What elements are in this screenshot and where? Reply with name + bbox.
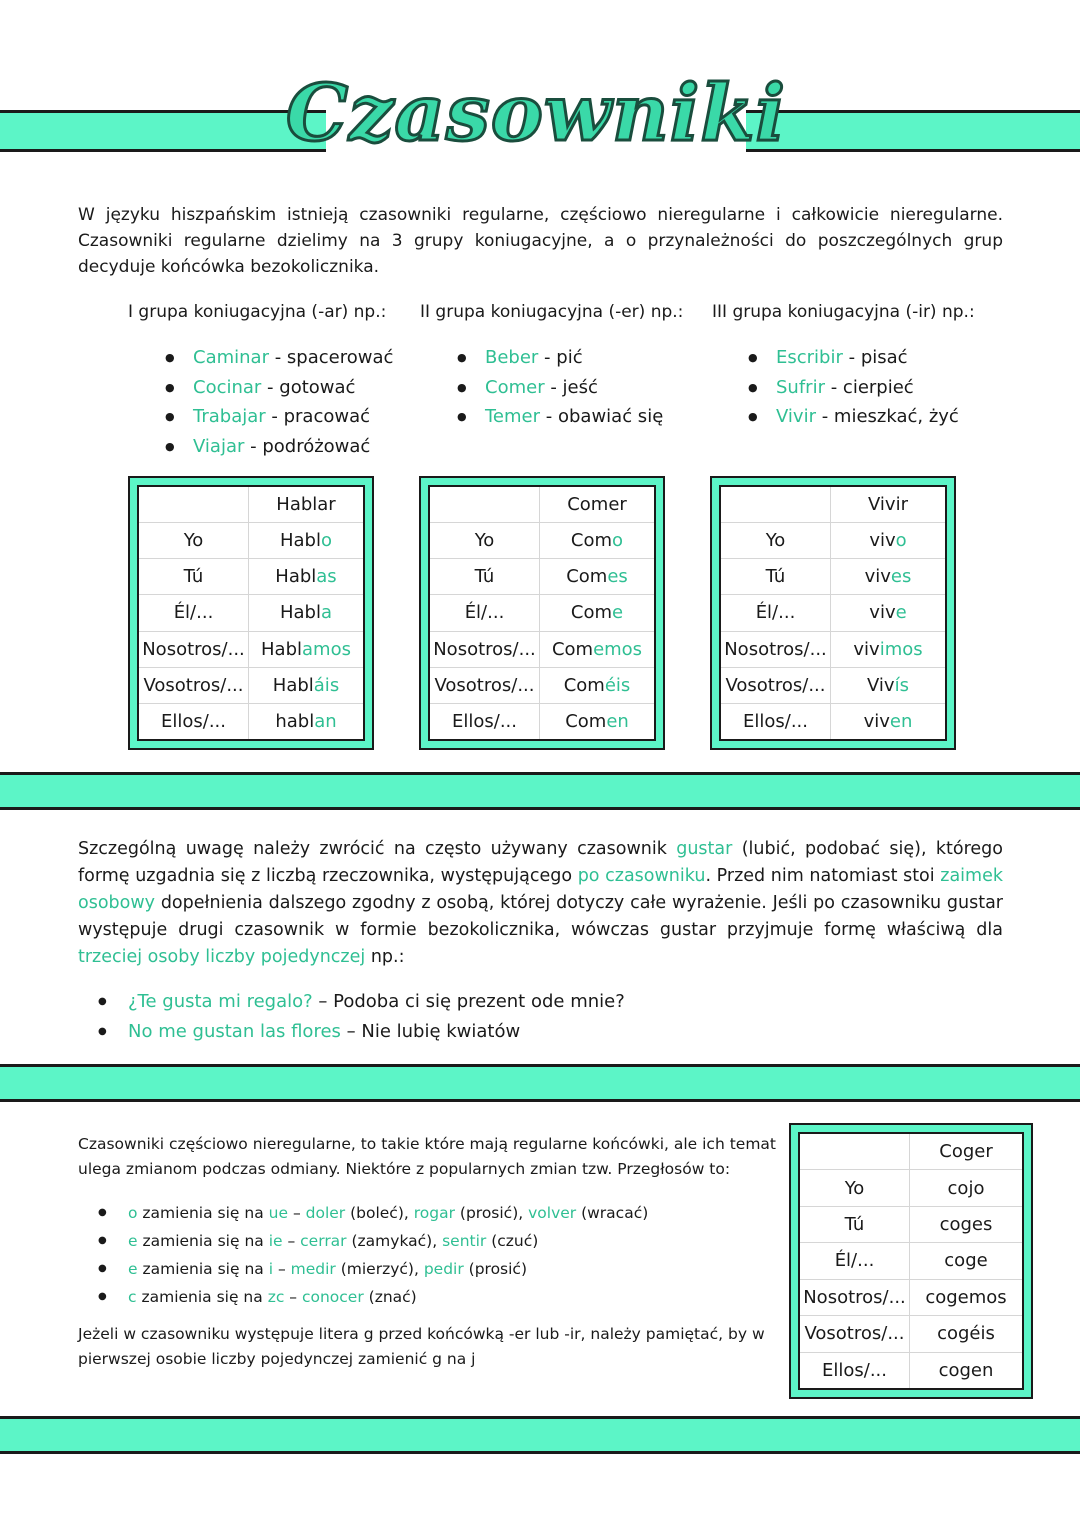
table-row: Él/... Habl a [139, 595, 363, 631]
list-item: ● Escribir - pisać [748, 343, 959, 373]
section-divider [0, 1416, 1080, 1454]
table-row: Tú Habl as [139, 559, 363, 595]
gustar-paragraph: Szczególną uwagę należy zwrócić na często używany czasownik gustar (lubić, podobać się), którego formę uzgadnia się z liczbą rzeczownika, występującego po czasowniku. Przed nim natomiast stoi zaimek osobowy dopełnienia dalszego zgodny z osobą, której dotyczy całe wyrażenie. Jeśli po czasowniku gustar występuje drugi czasownik w formie bezokolicznika, wówczas gustar przyjmuje formę właściwą dla trzeciej osoby liczby pojedynczej np.: [78, 839, 1003, 967]
list-item: ● Comer - jeść [457, 373, 663, 403]
page-title: Czasowniki [326, 58, 746, 168]
list-item: ● e zamienia się na i – medir (mierzyć), pedir (prosić) [78, 1255, 648, 1283]
title-banner [0, 58, 1080, 168]
list-item: ● Sufrir - cierpieć [748, 373, 959, 403]
gustar-examples [78, 987, 625, 1047]
section-divider [0, 772, 1080, 810]
table-row: Yo viv o [721, 523, 945, 559]
group-3-verb-list [748, 343, 959, 432]
table-row: Nosotros/... Com emos [430, 632, 654, 668]
list-item: ● o zamienia się na ue – doler (boleć), rogar (prosić), volver (wracać) [78, 1199, 648, 1227]
table-row: Vosotros/... cogéis [800, 1316, 1022, 1352]
table-row: Yo Habl o [139, 523, 363, 559]
table-row: Él/... Com e [430, 595, 654, 631]
table-row: Ellos/... cogen [800, 1353, 1022, 1388]
list-item: ● c zamienia się na zc – conocer (znać) [78, 1283, 648, 1311]
stem-change-list [78, 1199, 648, 1311]
group-1-verb-list [165, 343, 393, 461]
list-item: ● Viajar - podróżować [165, 432, 393, 462]
table-row: Nosotros/... cogemos [800, 1280, 1022, 1316]
table-row: Comer [430, 487, 654, 523]
table-row: Vosotros/... Com éis [430, 668, 654, 704]
g-to-j-note: Jeżeli w czasowniku występuje litera g przed końcówką -er lub -ir, należy pamiętać, by w pierwszej osobie liczby pojedynczej zamienić g na j [78, 1325, 765, 1368]
partial-intro: Czasowniki częściowo nieregularne, to takie które mają regularne końcówki, ale ich temat ulega zmianom podczas odmiany. Niektóre z popularnych zmian tzw. Przegłosów to: [78, 1135, 776, 1178]
table-row: Tú viv es [721, 559, 945, 595]
list-item: ● Trabajar - pracować [165, 402, 393, 432]
table-row: Tú Com es [430, 559, 654, 595]
table-row: Vosotros/... Viv ís [721, 668, 945, 704]
table-row: Él/... viv e [721, 595, 945, 631]
table-row: Nosotros/... Habl amos [139, 632, 363, 668]
list-item: ● Vivir - mieszkać, żyć [748, 402, 959, 432]
table-row: Ellos/... habl an [139, 704, 363, 739]
table-row: Vosotros/... Habl áis [139, 668, 363, 704]
group-2-heading: II grupa koniugacyjna (-er) np.: [420, 302, 684, 322]
table-row: Ellos/... viv en [721, 704, 945, 739]
table-row: Tú coges [800, 1207, 1022, 1243]
table-row: Yo Com o [430, 523, 654, 559]
coger-table [789, 1123, 1033, 1399]
group-2-verb-list [457, 343, 663, 432]
table-row: Nosotros/... viv imos [721, 632, 945, 668]
table-row: Hablar [139, 487, 363, 523]
vivir-table [710, 476, 956, 750]
table-row: Yo cojo [800, 1170, 1022, 1206]
list-item: ● Cocinar - gotować [165, 373, 393, 403]
table-row: Ellos/... Com en [430, 704, 654, 739]
list-item: ● e zamienia się na ie – cerrar (zamykać), sentir (czuć) [78, 1227, 648, 1255]
group-1-heading: I grupa koniugacyjna (-ar) np.: [128, 302, 387, 322]
list-item: ● No me gustan las flores – Nie lubię kwiatów [78, 1017, 625, 1047]
section-divider [0, 1064, 1080, 1102]
list-item: ● Temer - obawiać się [457, 402, 663, 432]
list-item: ● ¿Te gusta mi regalo? – Podoba ci się prezent ode mnie? [78, 987, 625, 1017]
table-row: Vivir [721, 487, 945, 523]
group-3-heading: III grupa koniugacyjna (-ir) np.: [712, 302, 975, 322]
comer-table [419, 476, 665, 750]
table-row: Él/... coge [800, 1243, 1022, 1279]
list-item: ● Beber - pić [457, 343, 663, 373]
intro-paragraph: W języku hiszpańskim istnieją czasowniki regularne, częściowo nieregularne i całkowicie nieregularne. Czasowniki regularne dzielimy na 3 grupy koniugacyjne, a o przynależności do poszczególnych grup decyduje końcówka bezokolicznika. [78, 205, 1003, 277]
list-item: ● Caminar - spacerować [165, 343, 393, 373]
table-row: Coger [800, 1134, 1022, 1170]
hablar-table [128, 476, 374, 750]
